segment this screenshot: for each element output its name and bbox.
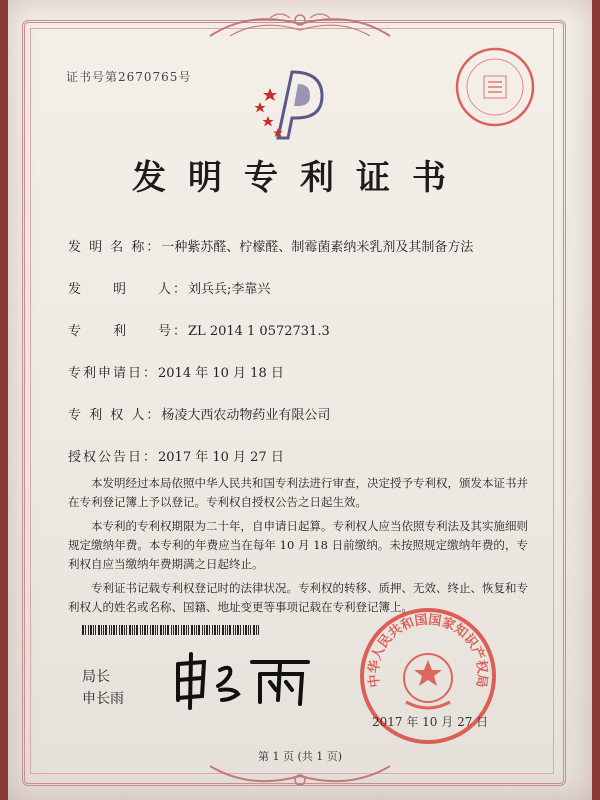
top-ornament-icon [200, 8, 400, 42]
field-label: 授权公告日： [68, 450, 159, 465]
field-application-date [68, 362, 284, 381]
field-value: 2014 年 10 月 18 日 [158, 366, 284, 381]
page-number: 第 1 页 (共 1 页) [257, 750, 343, 763]
field-grant-date [68, 446, 284, 465]
barcode-icon [82, 625, 262, 635]
field-label: 专利申请日： [68, 366, 159, 381]
certificate-number: 证书号第2670765号 [66, 70, 192, 84]
body-paragraph: 本专利的专利权期限为二十年，自申请日起算。专利权人应当依照专利法及其实施细则规定缴纳年费。本专利的年费应当在每年 10 月 18 日前缴纳。未按照规定缴纳年费的，专利权自应当缴纳年费期满之日起终止。 [68, 519, 528, 571]
page-title: 发明专利证书 [132, 158, 468, 198]
agency-stamp-icon [454, 46, 536, 128]
signatory-name: 申长雨 [82, 691, 124, 707]
handwritten-signature-icon [170, 650, 320, 710]
field-label: 专 利 权 人： [68, 408, 162, 423]
seal-text: 中华人民共和国国家知识产权局 [366, 612, 490, 689]
certificate-body [68, 474, 528, 622]
body-paragraph: 本发明经过本局依照中华人民共和国专利法进行审查，决定授予专利权，颁发本证书并在专利登记簿上予以登记。专利权自授权公告之日起生效。 [68, 476, 528, 509]
body-paragraph: 专利证书记载专利权登记时的法律状况。专利权的转移、质押、无效、终止、恢复和专利权人的姓名或名称、国籍、地址变更等事项记载在专利登记簿上。 [68, 581, 528, 614]
field-label: 发 明 人： [68, 282, 189, 297]
field-inventor [68, 278, 270, 297]
field-value: 杨凌大西农动物药业有限公司 [161, 408, 331, 423]
field-patent-number [68, 320, 330, 339]
field-value: ZL 2014 1 0572731.3 [188, 324, 330, 339]
patent-office-logo-icon [248, 66, 328, 146]
bottom-ornament-icon [200, 762, 400, 792]
field-label: 发 明 名 称： [68, 240, 162, 255]
field-value: 2017 年 10 月 27 日 [158, 450, 284, 465]
field-label: 专 利 号： [68, 324, 189, 339]
field-value: 刘兵兵;李靠兴 [188, 282, 271, 297]
field-patentee [68, 404, 330, 423]
field-value: 一种紫苏醛、柠檬醛、制霉菌素纳米乳剂及其制备方法 [161, 240, 474, 255]
signatory-title: 局长 [82, 669, 110, 685]
field-invention-name [68, 236, 473, 255]
seal-date: 2017 年 10 月 27 日 [372, 715, 489, 729]
